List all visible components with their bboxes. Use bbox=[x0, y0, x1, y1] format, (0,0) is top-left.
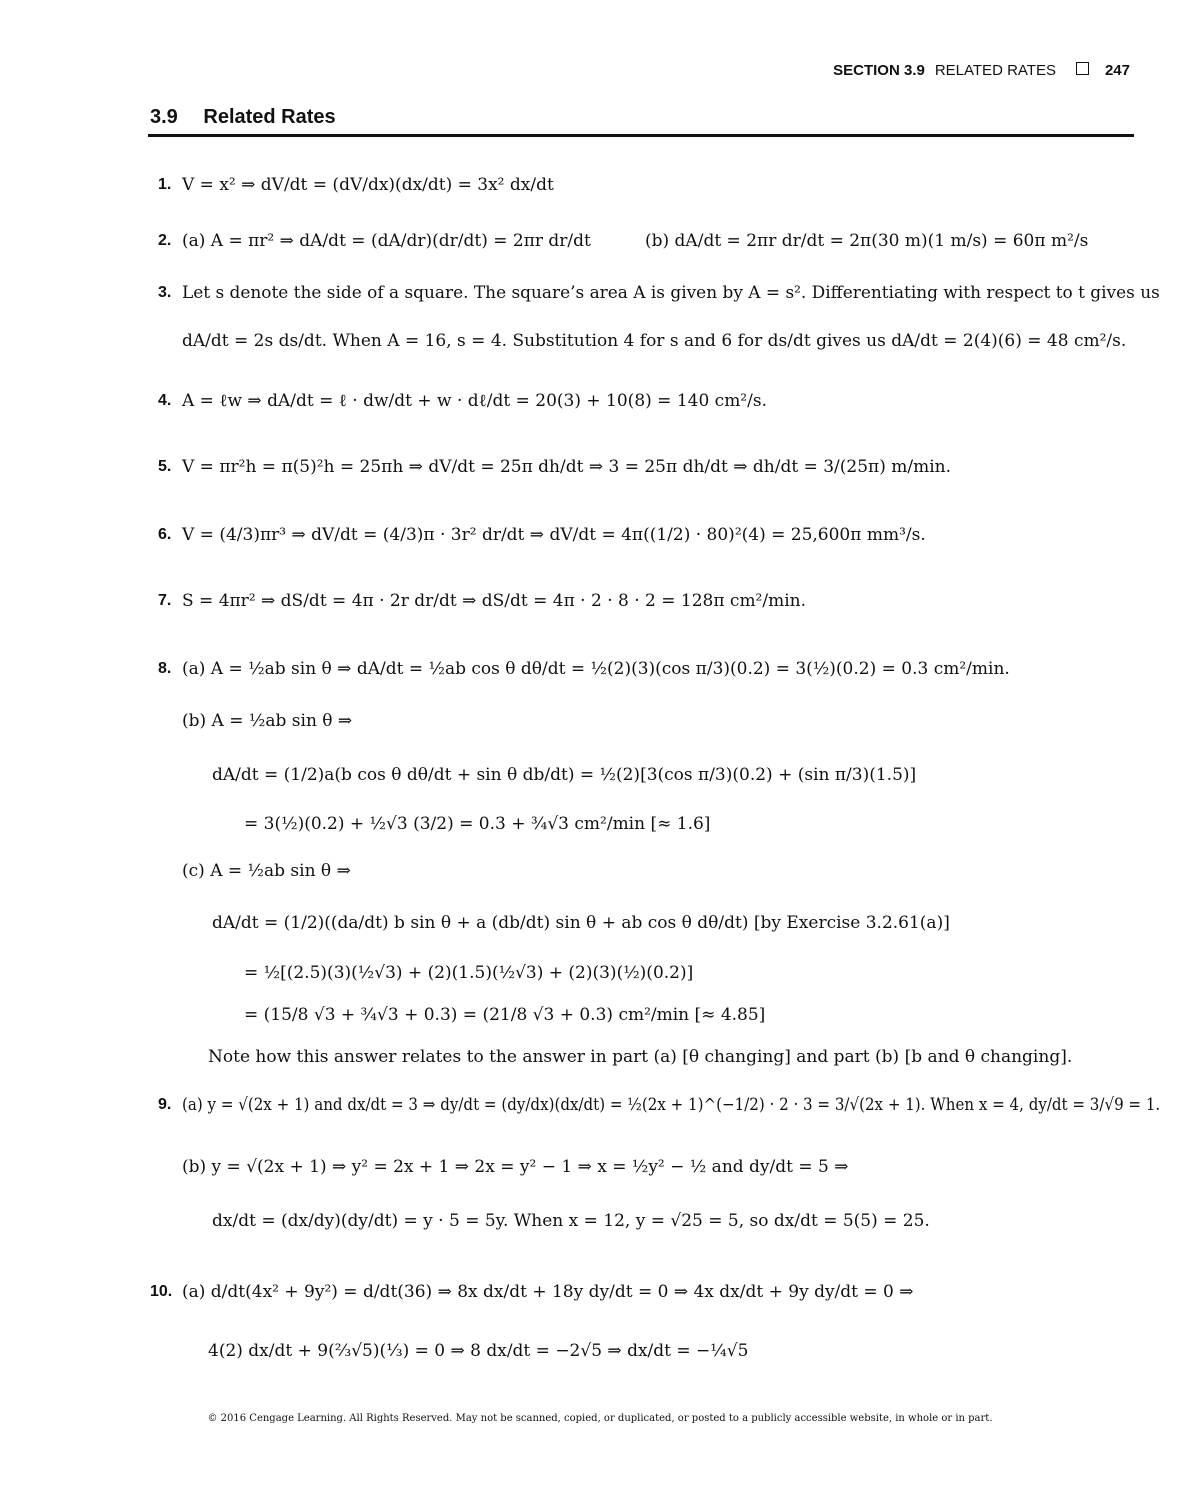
math-line: S = 4πr² ⇒ dS/dt = 4π · 2r dr/dt ⇒ dS/dt = 4π · 2 · 8 · 2 = 128π cm²/min. bbox=[182, 591, 807, 611]
math-line: (a) A = πr² ⇒ dA/dt = (dA/dr)(dr/dt) = 2πr dr/dt bbox=[182, 231, 591, 251]
math-line: (a) y = √(2x + 1) and dx/dt = 3 ⇒ dy/dt = (dy/dx)(dx/dt) = ½(2x + 1)^(−1/2) · 2 · 3 = 3/√(2x + 1). When x = 4, dy/dt = 3/√9 = 1. bbox=[182, 1095, 1161, 1115]
math-line: (b) A = ½ab sin θ ⇒ bbox=[182, 711, 353, 731]
square-bullet-icon bbox=[1076, 62, 1089, 75]
math-line: V = x² ⇒ dV/dt = (dV/dx)(dx/dt) = 3x² dx/dt bbox=[182, 175, 554, 195]
math-line: dx/dt = (dx/dy)(dy/dt) = y · 5 = 5y. When x = 12, y = √25 = 5, so dx/dt = 5(5) = 25. bbox=[212, 1211, 930, 1231]
section-number: 3.9 bbox=[150, 106, 178, 128]
problem-number-4: 4. bbox=[158, 392, 172, 409]
section-title bbox=[150, 106, 336, 129]
math-line: (c) A = ½ab sin θ ⇒ bbox=[182, 861, 351, 881]
math-line: dA/dt = (1/2)((da/dt) b sin θ + a (db/dt) sin θ + ab cos θ dθ/dt) [by Exercise 3.2.61(a)] bbox=[212, 913, 950, 933]
problem-number-2: 2. bbox=[158, 232, 172, 249]
problem-number-5: 5. bbox=[158, 458, 172, 475]
problem-number-8: 8. bbox=[158, 660, 172, 677]
text-line: Note how this answer relates to the answer in part (a) [θ changing] and part (b) [b and θ changing]. bbox=[208, 1047, 1073, 1067]
math-line: = (15/8 √3 + ¾√3 + 0.3) = (21/8 √3 + 0.3) cm²/min [≈ 4.85] bbox=[244, 1005, 766, 1025]
math-line: (b) dA/dt = 2πr dr/dt = 2π(30 m)(1 m/s) = 60π m²/s bbox=[645, 231, 1089, 251]
math-line: (a) A = ½ab sin θ ⇒ dA/dt = ½ab cos θ dθ/dt = ½(2)(3)(cos π/3)(0.2) = 3(½)(0.2) = 0.3 cm²/min. bbox=[182, 659, 1010, 679]
math-line: V = (4/3)πr³ ⇒ dV/dt = (4/3)π · 3r² dr/dt ⇒ dV/dt = 4π((1/2) · 80)²(4) = 25,600π mm³/s. bbox=[182, 525, 926, 545]
problem-number-7: 7. bbox=[158, 592, 172, 609]
section-topic: RELATED RATES bbox=[934, 62, 1056, 79]
title-rule bbox=[148, 134, 1134, 137]
problem-number-10: 10. bbox=[150, 1283, 173, 1300]
problem-number-1: 1. bbox=[158, 176, 172, 193]
math-line: dA/dt = (1/2)a(b cos θ dθ/dt + sin θ db/dt) = ½(2)[3(cos π/3)(0.2) + (sin π/3)(1.5)] bbox=[212, 765, 917, 785]
page-number: 247 bbox=[1104, 62, 1130, 79]
problem-number-9: 9. bbox=[158, 1096, 172, 1113]
text-line: Let s denote the side of a square. The square’s area A is given by A = s². Differentiating with respect to t gives us bbox=[182, 283, 1160, 303]
math-line: 4(2) dx/dt + 9(⅔√5)(⅓) = 0 ⇒ 8 dx/dt = −2√5 ⇒ dx/dt = −¼√5 bbox=[208, 1341, 749, 1361]
section-heading: Related Rates bbox=[203, 106, 336, 128]
section-label: SECTION 3.9 bbox=[833, 62, 925, 79]
math-line: = 3(½)(0.2) + ½√3 (3/2) = 0.3 + ¾√3 cm²/min [≈ 1.6] bbox=[244, 814, 711, 834]
copyright-footer: © 2016 Cengage Learning. All Rights Reserved. May not be scanned, copied, or duplicated, or posted to a publicly accessible website, in whole or in part. bbox=[207, 1413, 993, 1424]
running-header bbox=[833, 62, 1130, 79]
problem-number-3: 3. bbox=[158, 284, 172, 301]
math-line: = ½[(2.5)(3)(½√3) + (2)(1.5)(½√3) + (2)(3)(½)(0.2)] bbox=[244, 963, 694, 983]
math-line: V = πr²h = π(5)²h = 25πh ⇒ dV/dt = 25π dh/dt ⇒ 3 = 25π dh/dt ⇒ dh/dt = 3/(25π) m/min. bbox=[182, 457, 952, 477]
math-line: A = ℓw ⇒ dA/dt = ℓ · dw/dt + w · dℓ/dt = 20(3) + 10(8) = 140 cm²/s. bbox=[182, 391, 767, 411]
text-line: dA/dt = 2s ds/dt. When A = 16, s = 4. Substitution 4 for s and 6 for ds/dt gives us dA/dt = 2(4)(6) = 48 cm²/s. bbox=[182, 331, 1127, 351]
math-line: (b) y = √(2x + 1) ⇒ y² = 2x + 1 ⇒ 2x = y² − 1 ⇒ x = ½y² − ½ and dy/dt = 5 ⇒ bbox=[182, 1157, 849, 1177]
problem-number-6: 6. bbox=[158, 526, 172, 543]
math-line: (a) d/dt(4x² + 9y²) = d/dt(36) ⇒ 8x dx/dt + 18y dy/dt = 0 ⇒ 4x dx/dt + 9y dy/dt = 0 ⇒ bbox=[182, 1282, 914, 1302]
